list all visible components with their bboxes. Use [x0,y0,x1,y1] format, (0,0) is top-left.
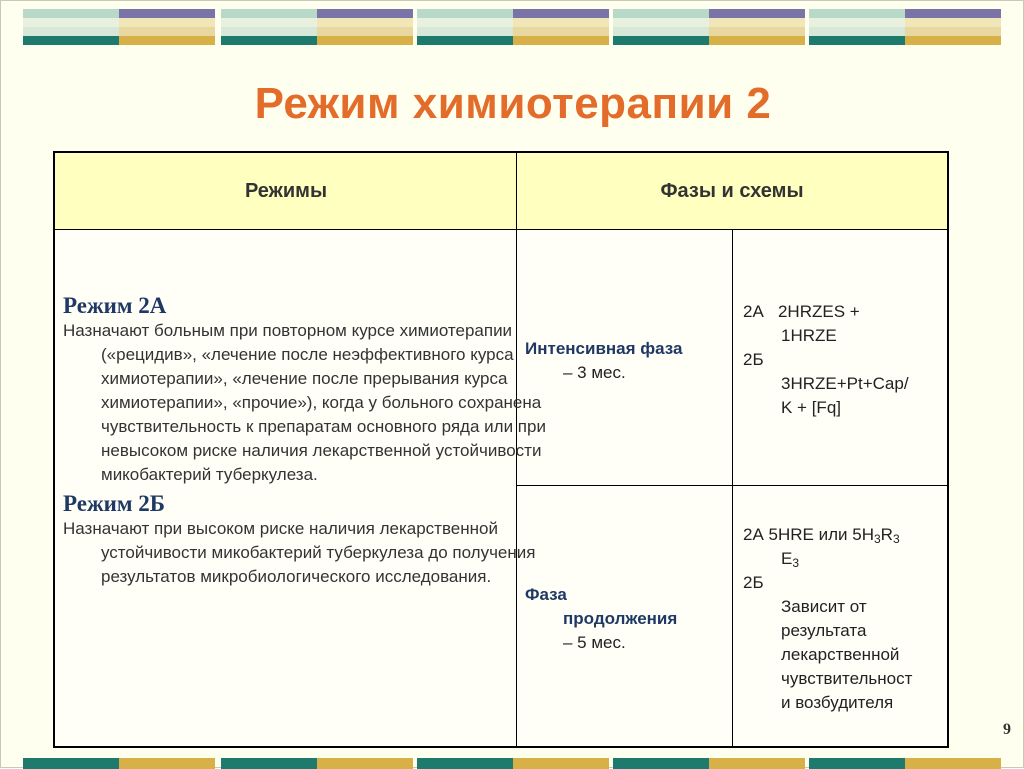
phase-continuation-name-1: Фаза [525,585,567,604]
regimen-table [53,151,949,748]
decoration-block [221,9,413,49]
scheme-cont-2b-line: чувствительност [781,669,913,688]
decoration-block [23,9,215,49]
regime-2a-heading: Режим 2А [63,293,167,318]
slide-title: Режим химиотерапии 2 [254,79,772,128]
header-phases-schemes: Фазы и схемы [517,153,947,230]
phase-continuation-duration: – 5 мес. [563,633,626,652]
scheme-2b-value-2: K + [Fq] [781,398,841,417]
decoration-block [417,9,609,49]
header-regimes: Режимы [55,153,517,230]
scheme-cont-2a-e: E [781,549,793,568]
phase-intensive-name: Интенсивная фаза [525,339,683,358]
phase-intensive-cell [525,337,725,385]
page-number: 9 [1003,721,1011,738]
scheme-intensive-cell [743,300,943,420]
scheme-2a-label: 2А [743,302,764,321]
bottom-decoration [23,758,1003,769]
scheme-2b-label: 2Б [743,350,764,369]
subscript: 3 [892,532,900,546]
decoration-block [613,9,805,49]
scheme-cont-2b-line: лекарственной [781,645,900,664]
scheme-cont-2a-r: R [880,525,893,544]
scheme-cont-2b-line: и возбудителя [781,693,894,712]
phase-continuation-cell [525,583,725,655]
regime-2a-text: Назначают больным при повторном курсе химиотерапии («рецидив», «лечение после неэффективного курса химиотерапии», «лечение после прерывания курса химиотерапии», «прочие»), когда у больного сохранена чувствительность к препаратам основного ряда или при невысоком риске наличия лекарственной устойчивости микобактерий туберкулеза. [63,321,546,484]
scheme-cont-2b-line: результата [781,621,867,640]
row-divider [516,485,947,486]
phase-intensive-duration: – 3 мес. [563,363,626,382]
regime-2b-heading: Режим 2Б [63,491,166,516]
scheme-2a-value-2: 1HRZE [781,326,837,345]
regimes-cell [63,293,546,589]
subscript: 3 [792,556,800,570]
column-divider [732,230,733,746]
scheme-cont-2b-line: Зависит от [781,597,867,616]
scheme-continuation-cell [743,523,948,715]
subscript: 3 [873,532,881,546]
scheme-2a-value-1: 2HRZES + [777,302,860,321]
scheme-2b-value-1: 3HRZE+Pt+Cap/ [781,374,909,393]
scheme-cont-2a-value: 5HRE или 5H [768,525,874,544]
phase-continuation-name-2: продолжения [563,609,678,628]
scheme-cont-2a-label: 2А [743,525,764,544]
scheme-cont-2b-label: 2Б [743,573,764,592]
regime-2b-text: Назначают при высоком риске наличия лекарственной устойчивости микобактерий туберкулеза до получения результатов микробиологического исследования. [63,519,536,586]
decoration-block [809,9,1001,49]
top-decoration [23,9,1003,49]
